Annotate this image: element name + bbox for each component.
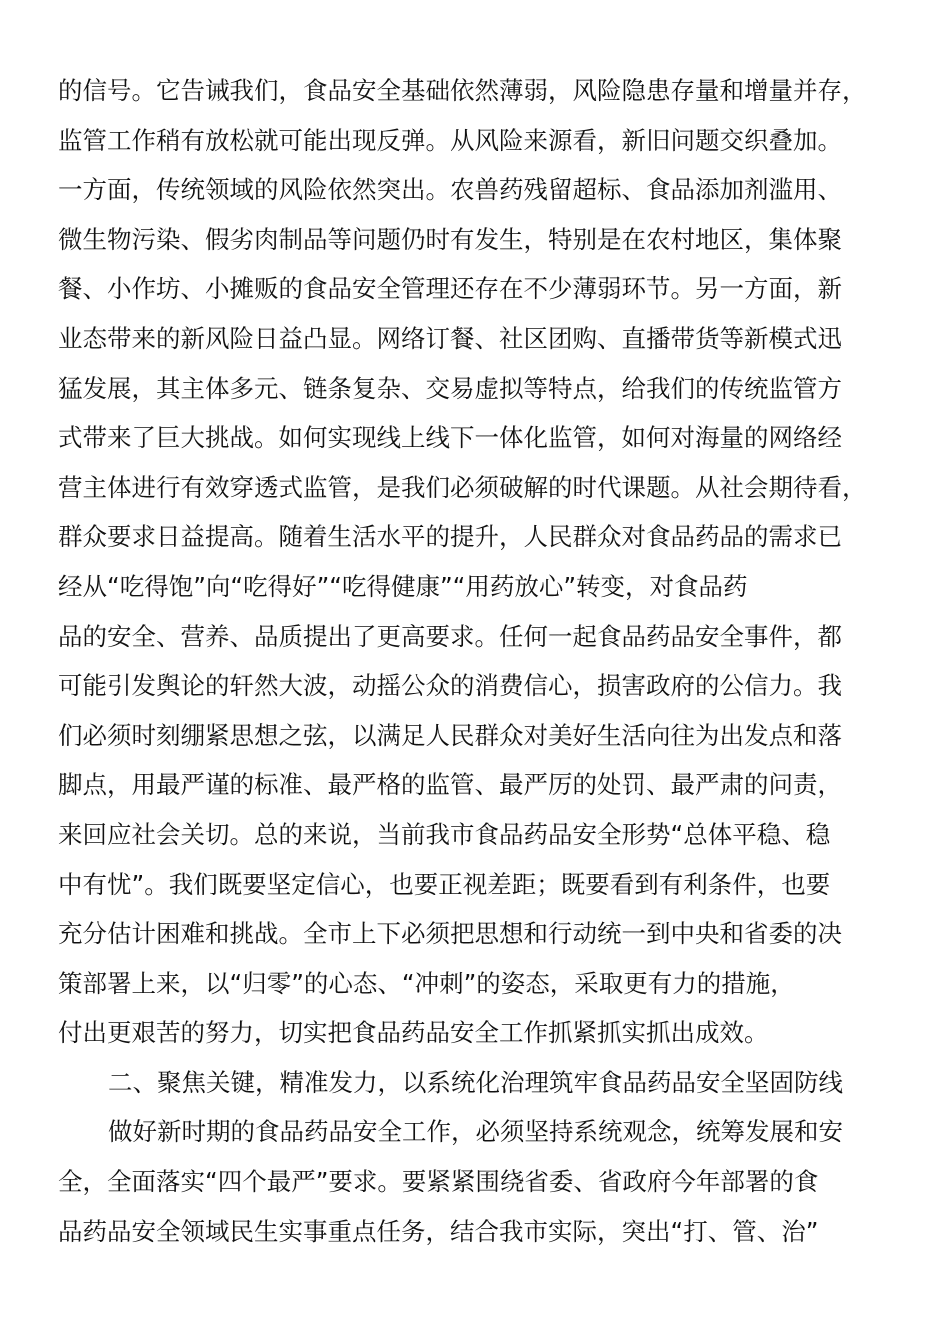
text-line: 品药品安全领域民生实事重点任务，结合我市实际，突出“打、管、治” [58,1216,819,1246]
document-body [58,66,894,1256]
section-heading-2: 二、聚焦关键，精准发力，以系统化治理筑牢食品药品安全坚固防线 [108,1067,843,1097]
text-line: 充分估计困难和挑战。全市上下必须把思想和行动统一到中央和省委的决 [58,919,842,949]
text-line: 策部署上来，以“归零”的心态、“冲刺”的姿态，采取更有力的措施， [58,968,795,998]
text-line: 经从“吃得饱”向“吃得好”“吃得健康”“用药放心”转变，对食品药 [58,571,748,601]
text-line: 式带来了巨大挑战。如何实现线上线下一体化监管，如何对海量的网络经 [58,423,842,453]
text-line: 微生物污染、假劣肉制品等问题仍时有发生，特别是在农村地区，集体聚 [58,224,842,254]
text-line: 营主体进行有效穿透式监管，是我们必须破解的时代课题。从社会期待看， [58,472,867,502]
text-line: 监管工作稍有放松就可能出现反弹。从风险来源看，新旧问题交织叠加。 [58,125,842,155]
text-line: 脚点，用最严谨的标准、最严格的监管、最严厉的处罚、最严肃的问责， [58,770,842,800]
paragraph-2 [58,1107,894,1256]
text-line: 来回应社会关切。总的来说，当前我市食品药品安全形势“总体平稳、稳 [58,819,831,849]
text-line: 付出更艰苦的努力，切实把食品药品安全工作抓紧抓实抓出成效。 [58,1018,769,1048]
text-line: 全，全面落实“四个最严”要求。要紧紧围绕省委、省政府今年部署的食 [58,1167,819,1197]
text-line: 们必须时刻绷紧思想之弦，以满足人民群众对美好生活向往为出发点和落 [58,720,842,750]
text-line: 可能引发舆论的轩然大波，动摇公众的消费信心，损害政府的公信力。我 [58,671,842,701]
text-line: 群众要求日益提高。随着生活水平的提升，人民群众对食品药品的需求已 [58,522,842,552]
text-line: 一方面，传统领域的风险依然突出。农兽药残留超标、食品添加剂滥用、 [58,175,842,205]
text-line: 做好新时期的食品药品安全工作，必须坚持系统观念，统筹发展和安 [108,1117,843,1147]
text-line: 品的安全、营养、品质提出了更高要求。任何一起食品药品安全事件，都 [58,621,842,651]
text-line: 的信号。它告诫我们，食品安全基础依然薄弱，风险隐患存量和增量并存， [58,76,867,105]
text-line: 中有忧”。我们既要坚定信心，也要正视差距；既要看到有利条件，也要 [58,869,831,899]
text-line: 业态带来的新风险日益凸显。网络订餐、社区团购、直播带货等新模式迅 [58,323,842,353]
text-line: 餐、小作坊、小摊贩的食品安全管理还存在不少薄弱环节。另一方面，新 [58,274,842,304]
paragraph-1 [58,66,894,1058]
text-line: 猛发展，其主体多元、链条复杂、交易虚拟等特点，给我们的传统监管方 [58,373,842,403]
